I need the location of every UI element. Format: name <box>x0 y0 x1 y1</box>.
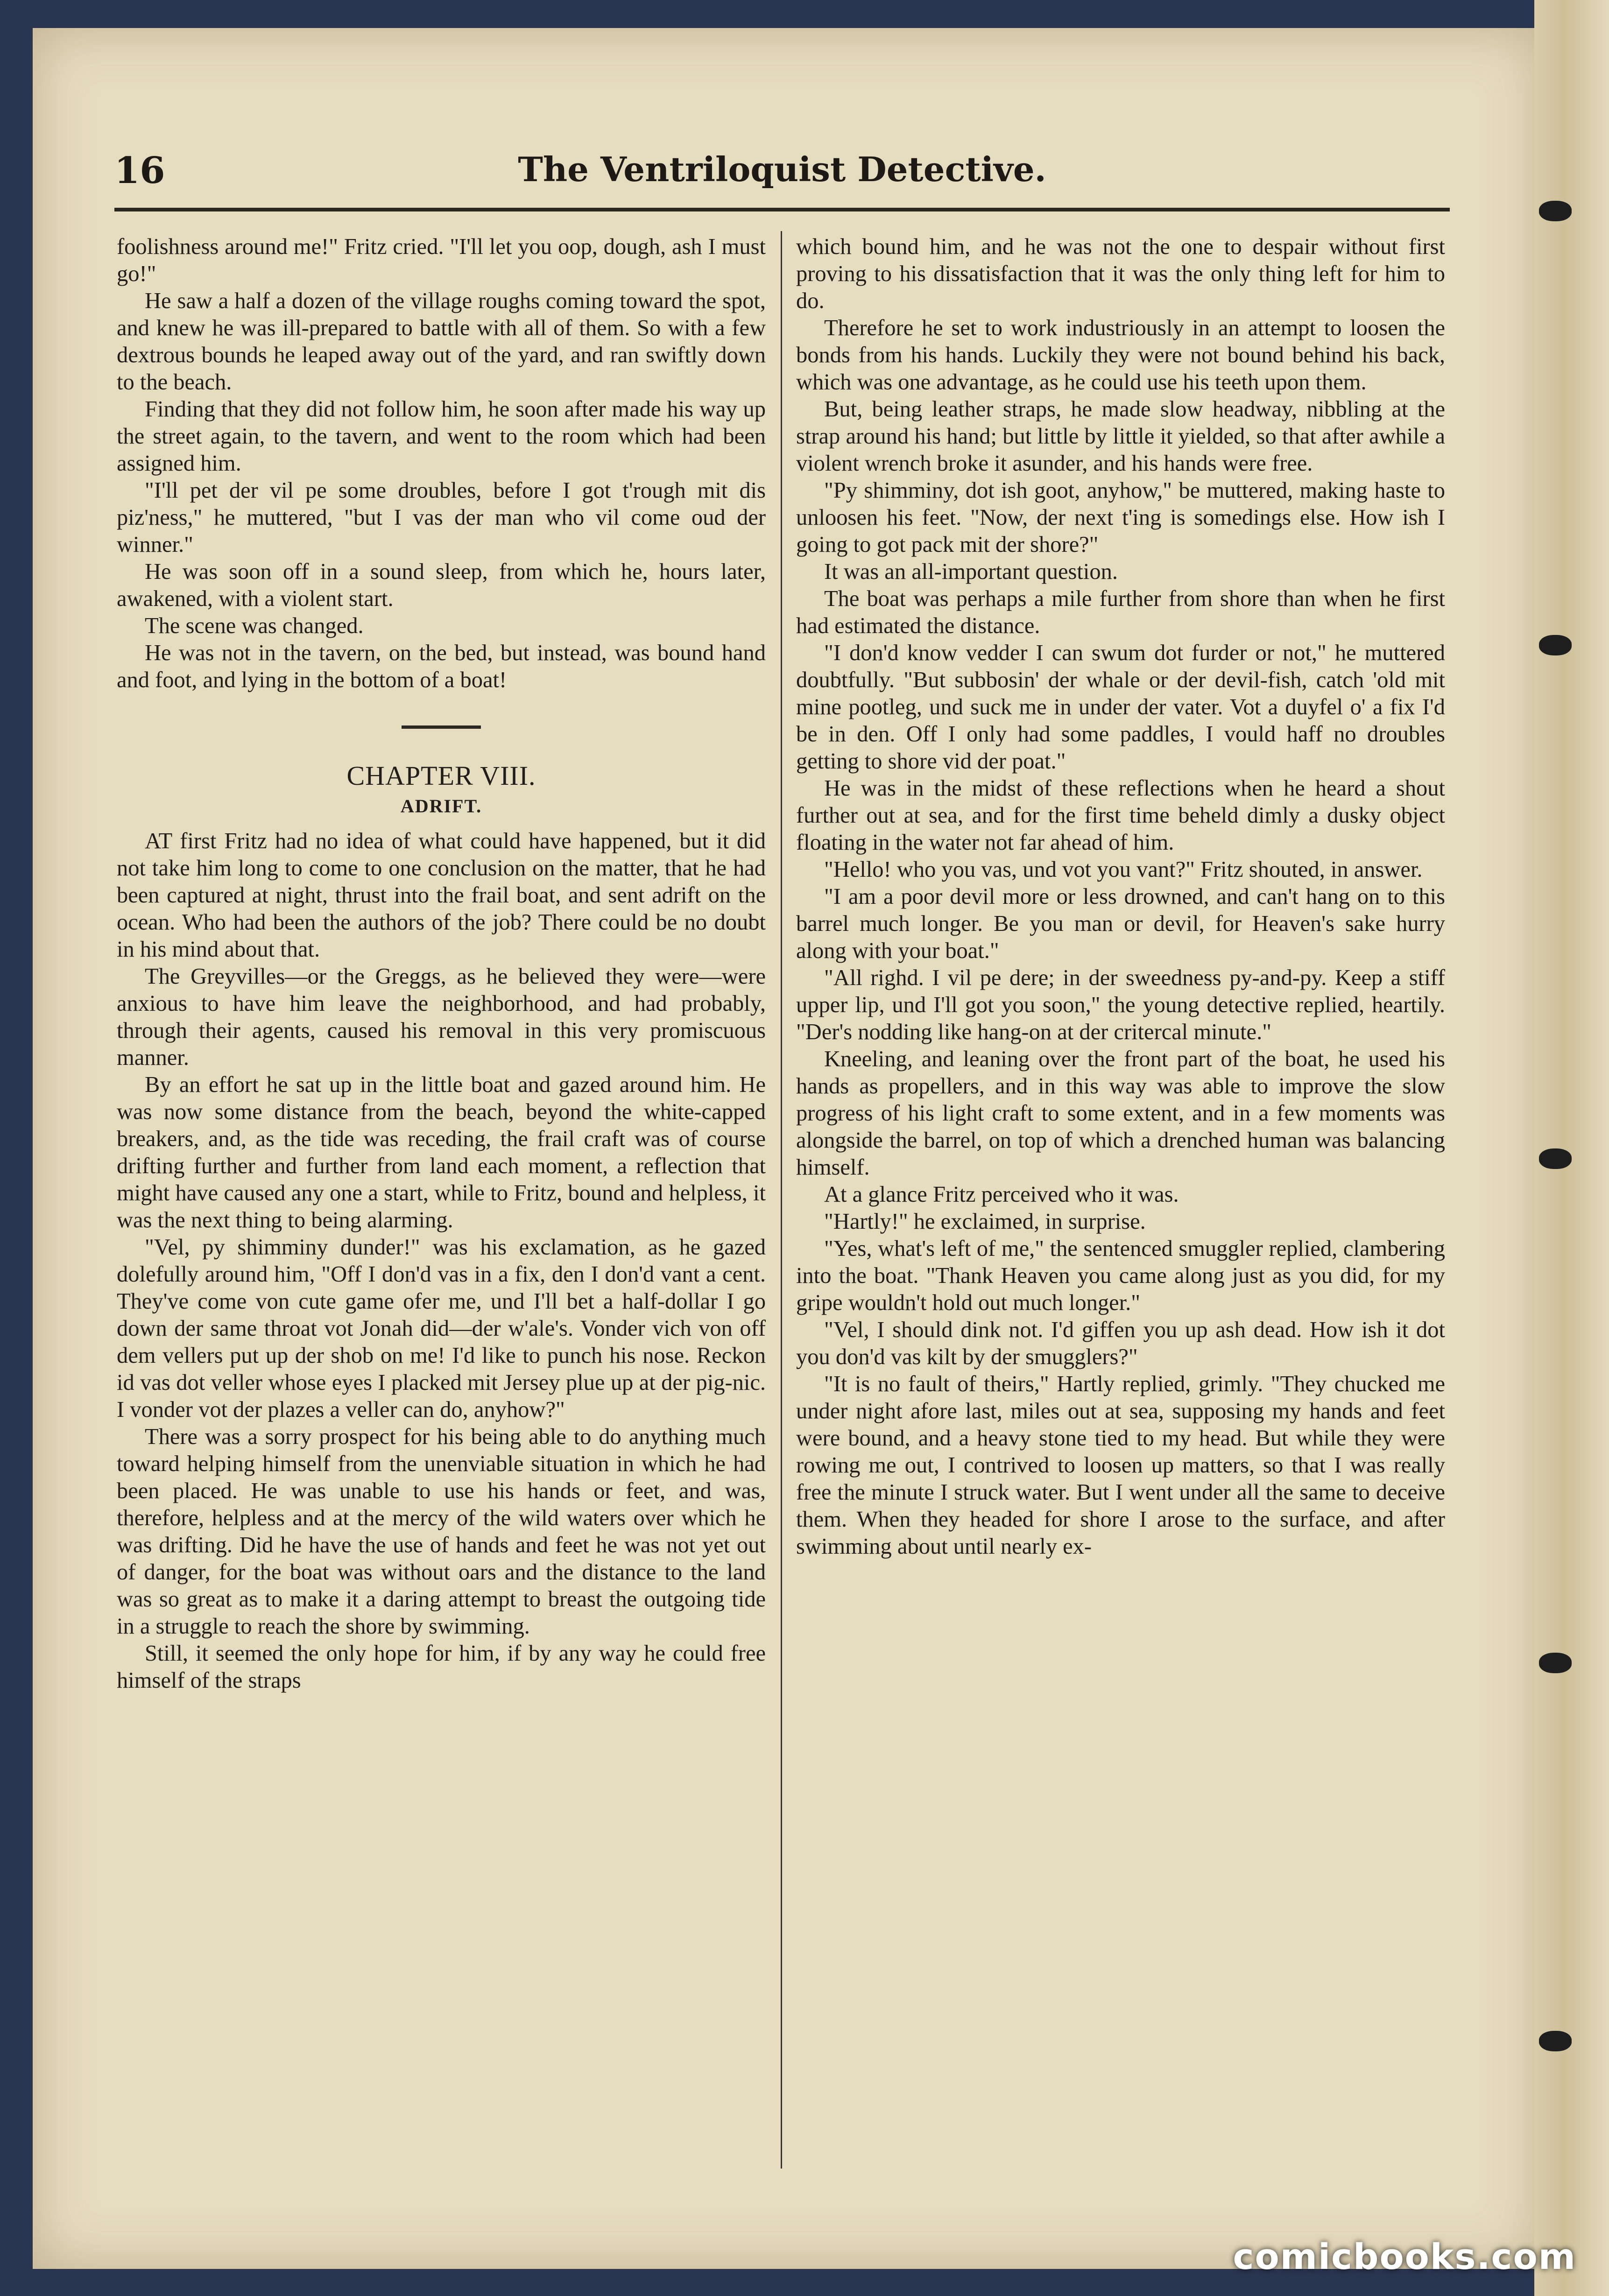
paragraph: "It is no fault of theirs," Hartly replied, grimly. "They chucked me under night afore last, miles out at sea, supposing my hands and feet were bound, and a heavy stone tied to my head. But while they were rowing me out, I contrived to loosen up matters, so that I was really free the minute I struck water. But I went under all the same to deceive them. When they headed for shore I arose to the surface, and after swimming about until nearly ex- <box>796 1372 1445 1559</box>
paragraph: He was in the midst of these reflections when he heard a shout further out at sea, and for the first time beheld dimly a dusky object floating in the water not far ahead of him. <box>796 776 1445 855</box>
paragraph: Finding that they did not follow him, he soon after made his way up the street again, to the tavern, and went to the room which had been assigned him. <box>117 397 766 476</box>
binding-hole <box>1539 635 1572 655</box>
running-title: The Ventriloquist Detective. <box>518 149 1046 189</box>
paragraph: "All righd. I vil pe dere; in der sweedness py-and-py. Keep a stiff upper lip, und I'll got you soon," the young detective replied, heartily. "Der's nodding like hang-on at der critercal minute." <box>796 965 1445 1044</box>
paragraph: It was an all-important question. <box>824 559 1118 584</box>
paragraph: foolishness around me!" Fritz cried. "I'll let you oop, dough, ash I must go!" <box>117 234 766 286</box>
paragraph: "I am a poor devil more or less drowned, and can't hang on to this barrel much longer. Be you man or devil, for Heaven's sake hurry along with your boat." <box>796 884 1445 963</box>
paragraph: Therefore he set to work industriously in an attempt to loosen the bonds from his hands. Luckily they were not bound behind his back, which was one advantage, as he could use his teeth upon them. <box>796 316 1445 394</box>
binding-hole <box>1539 1653 1572 1673</box>
paragraph: Still, it seemed the only hope for him, if by any way he could free himself of the straps <box>117 1641 766 1693</box>
binding-hole <box>1539 201 1572 221</box>
watermark: comicbooks.com <box>1233 2236 1576 2277</box>
right-column <box>796 233 1445 1560</box>
paragraph: which bound him, and he was not the one to despair without first proving to his dissatisfaction that it was the only thing left for him to do. <box>796 234 1445 313</box>
chapter-subheading: ADRIFT. <box>400 796 482 817</box>
chapter-heading: CHAPTER VIII. <box>346 761 536 791</box>
paragraph: He was not in the tavern, on the bed, but instead, was bound hand and foot, and lying in the bottom of a boat! <box>117 641 766 692</box>
paragraph: He saw a half a dozen of the village roughs coming toward the spot, and knew he was ill-prepared to battle with all of them. So with a few dextrous bounds he leaped away out of the yard, and ran swiftly down to the beach. <box>117 289 766 394</box>
left-column <box>117 233 766 1694</box>
page-binding-edge <box>1534 0 1609 2296</box>
paragraph: The Greyvilles—or the Greggs, as he believed they were—were anxious to have him leave the neighborhood, and had probably, through their agents, caused his removal in this very promiscuous manner. <box>117 964 766 1070</box>
header-rule <box>114 208 1450 211</box>
paragraph: Kneeling, and leaning over the front part of the boat, he used his hands as propellers, and in this way was able to improve the slow progress of his light craft to some extent, and in a few moments was alongside the barrel, on top of which a drenched human was balancing himself. <box>796 1047 1445 1180</box>
binding-hole <box>1539 1148 1572 1169</box>
paragraph: AT first Fritz had no idea of what could have happened, but it did not take him long to come to one conclusion on the matter, that he had been captured at night, thrust into the frail boat, and sent adrift on the ocean. Who had been the authors of the job? There could be no doubt in his mind about that. <box>117 829 766 962</box>
column-divider <box>781 231 782 2169</box>
binding-hole <box>1539 2031 1572 2051</box>
page-number: 16 <box>114 149 165 192</box>
paragraph: "Vel, I should dink not. I'd giffen you up ash dead. How ish it dot you don'd vas kilt by der smugglers?" <box>796 1317 1445 1369</box>
paragraph: "Vel, py shimminy dunder!" was his exclamation, as he gazed dolefully around him, "Off I don'd vas in a fix, den I don'd vant a cent. They've come von cute game ofer me, und I'll bet a half-dollar I go down der same throat vot Jonah did—der w'ale's. Vonder vich von off dem vellers put up der shob on me! I'd like to punch his nose. Reckon id vas dot veller whose eyes I placked mit Jersey plue up at der pig-nic. I vonder vot der plazes a veller can do, anyhow?" <box>117 1235 766 1422</box>
paragraph: He was soon off in a sound sleep, from which he, hours later, awakened, with a violent start. <box>117 559 766 611</box>
paragraph: But, being leather straps, he made slow headway, nibbling at the strap around his hand; but little by little it yielded, so that after awhile a violent wrench broke it asunder, and his hands were free. <box>796 397 1445 476</box>
paragraph: There was a sorry prospect for his being able to do anything much toward helping himself from the unenviable situation in which he had been placed. He was unable to use his hands or feet, and was, therefore, helpless and at the mercy of the wild waters over which he was drifting. Did he have the use of hands and feet he was not yet out of danger, for the boat was without oars and the distance to the land was so great as to make it a daring attempt to breast the outgoing tide in a struggle to reach the shore by swimming. <box>117 1424 766 1639</box>
paragraph: "Hartly!" he exclaimed, in surprise. <box>824 1209 1146 1234</box>
paragraph: "Yes, what's left of me," the sentenced smuggler replied, clambering into the boat. "Thank Heaven you came along just as you did, for my gripe wouldn't hold out much longer." <box>796 1236 1445 1315</box>
paragraph: "Py shimminy, dot ish goot, anyhow," be muttered, making haste to unloosen his feet. "Now, der next t'ing is somedings else. How ish I going to got pack mit der shore?" <box>796 478 1445 557</box>
paragraph: "I don'd know vedder I can swum dot furder or not," he muttered doubtfully. "But subbosin' der whale or der devil-fish, catch 'old mit mine pootleg, und suck me in under der vater. Vot a duyfel o' a fix I'd be in den. Off I only had some paddles, I vould haff no droubles getting to shore vid der poat." <box>796 641 1445 774</box>
paragraph: The boat was perhaps a mile further from shore than when he first had estimated the distance. <box>796 586 1445 638</box>
paragraph: By an effort he sat up in the little boat and gazed around him. He was now some distance from the beach, beyond the white-capped breakers, and, as the tide was receding, the frail craft was of course drifting further and further from land each moment, a reflection that might have caused any one a start, while to Fritz, bound and helpless, it was the next thing to being alarming. <box>117 1072 766 1233</box>
page-header <box>114 140 1450 201</box>
paragraph: At a glance Fritz perceived who it was. <box>824 1182 1179 1207</box>
paragraph: "Hello! who you vas, und vot you vant?" Fritz shouted, in answer. <box>824 857 1423 882</box>
paragraph: "I'll pet der vil pe some droubles, before I got t'rough mit dis piz'ness," he muttered, "but I vas der man who vil come oud der winner." <box>117 478 766 557</box>
chapter-divider-rule <box>402 725 481 729</box>
paragraph: The scene was changed. <box>145 613 364 638</box>
